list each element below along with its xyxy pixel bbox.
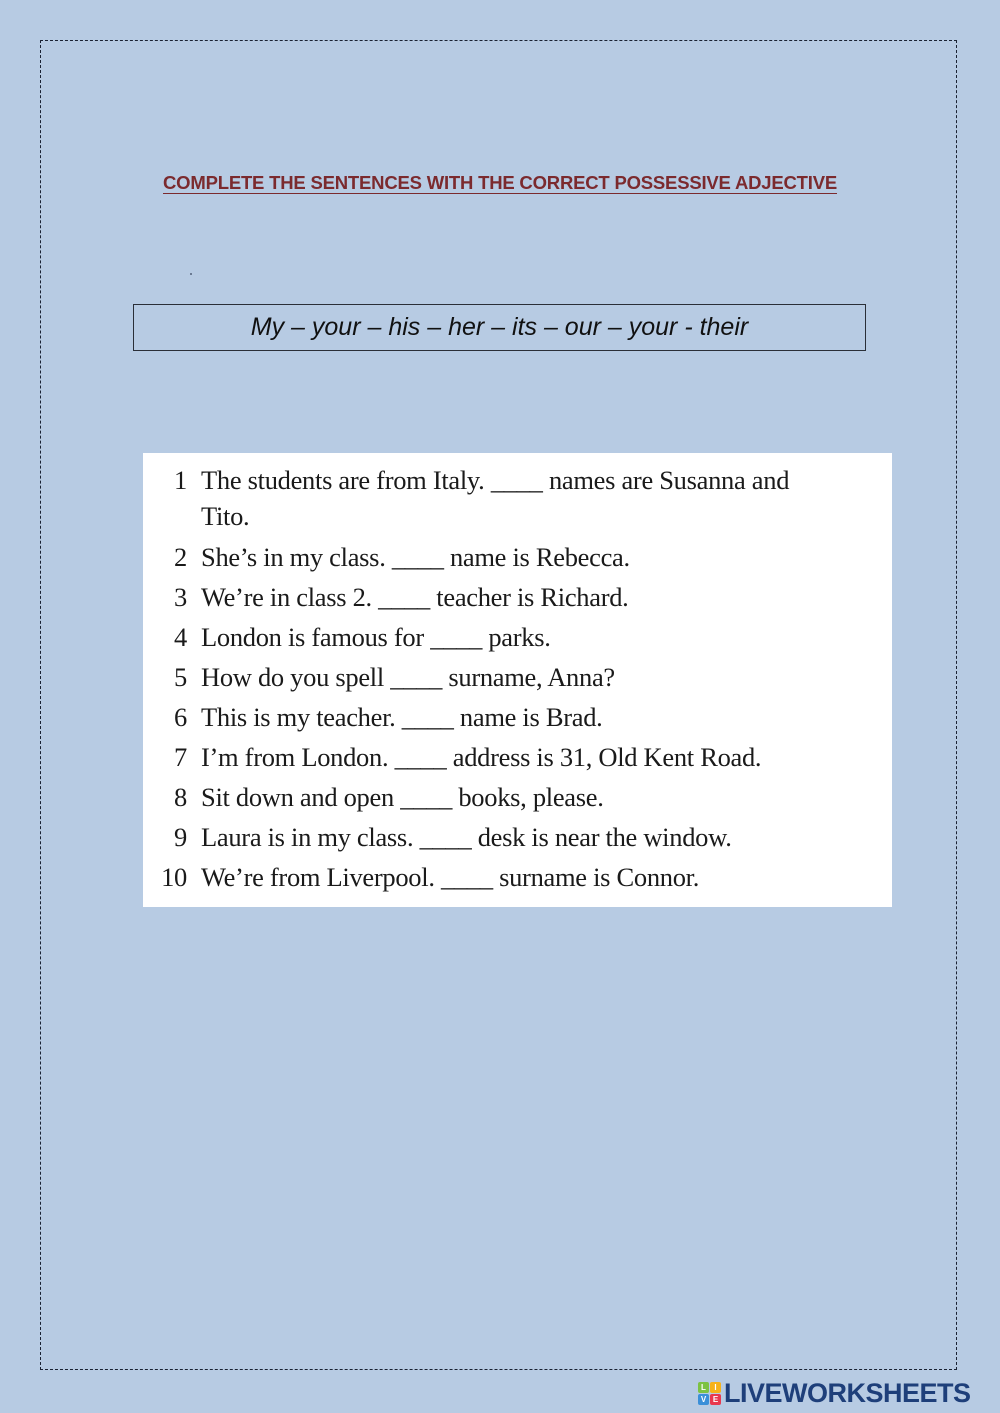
item-number: 10 [161, 862, 187, 892]
word-bank-box [133, 304, 866, 351]
logo-block-l: L [698, 1382, 709, 1393]
exercise-item-9 [143, 817, 892, 857]
worksheet-title-text: COMPLETE THE SENTENCES WITH THE CORRECT POSSESSIVE ADJECTIVE [163, 172, 837, 193]
worksheet-title [0, 172, 1000, 194]
item-number: 4 [174, 622, 187, 652]
item-text: Laura is in my class. ____ desk is near the window. [201, 822, 732, 852]
item-text: How do you spell ____ surname, Anna? [201, 662, 615, 692]
exercise-item-5 [143, 657, 892, 697]
live-blocks-icon [698, 1382, 721, 1405]
item-text: We’re from Liverpool. ____ surname is Connor. [201, 862, 700, 892]
exercise-list [143, 453, 892, 907]
item-text: The students are from Italy. ____ names are Susanna and Tito. [201, 465, 790, 531]
exercise-item-4 [143, 617, 892, 657]
item-number: 8 [174, 782, 187, 812]
item-text: This is my teacher. ____ name is Brad. [201, 702, 603, 732]
item-text: Sit down and open ____ books, please. [201, 782, 604, 812]
exercise-item-2 [143, 537, 892, 577]
exercise-item-10 [143, 857, 892, 897]
item-text: London is famous for ____ parks. [201, 622, 551, 652]
item-number: 6 [174, 702, 187, 732]
exercise-item-3 [143, 577, 892, 617]
item-text: I’m from London. ____ address is 31, Old Kent Road. [201, 742, 762, 772]
stray-dot [190, 273, 192, 275]
item-number: 2 [174, 542, 187, 572]
logo-block-e: E [710, 1394, 721, 1405]
liveworksheets-logo[interactable] [698, 1378, 971, 1409]
item-number: 1 [174, 465, 187, 495]
item-number: 9 [174, 822, 187, 852]
exercise-item-6 [143, 697, 892, 737]
exercise-item-8 [143, 777, 892, 817]
word-bank-text: My – your – his – her – its – our – your - their [250, 313, 749, 341]
item-number: 5 [174, 662, 187, 692]
logo-text: LIVEWORKSHEETS [724, 1378, 971, 1408]
item-number: 3 [174, 582, 187, 612]
item-text: We’re in class 2. ____ teacher is Richard. [201, 582, 629, 612]
item-number: 7 [174, 742, 187, 772]
logo-block-i: I [710, 1382, 721, 1393]
exercise-item-1 [143, 460, 841, 537]
item-text: She’s in my class. ____ name is Rebecca. [201, 542, 630, 572]
exercise-item-7 [143, 737, 892, 777]
logo-block-v: V [698, 1394, 709, 1405]
